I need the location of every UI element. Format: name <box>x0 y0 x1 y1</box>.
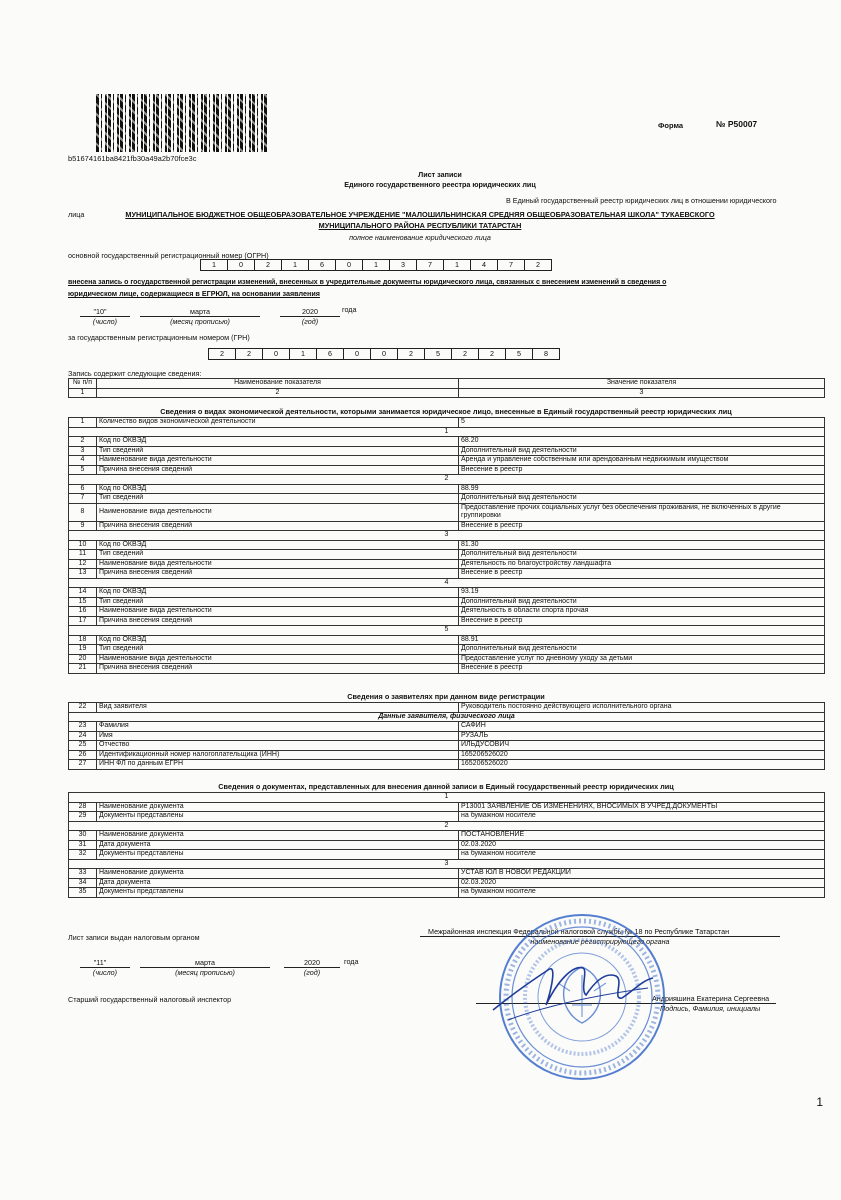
row-name: ИНН ФЛ по данным ЕГРН <box>97 760 459 770</box>
signer-name: Андрияшина Екатерина Сергеевна <box>652 994 770 1003</box>
row-name: Причина внесения сведений <box>97 569 459 579</box>
table-row <box>69 750 825 760</box>
group-number: 2 <box>69 821 825 831</box>
row-name: Наименование документа <box>97 802 459 812</box>
row-name: Наименование вида деятельности <box>97 503 459 521</box>
row-value: на бумажном носителе <box>459 812 825 822</box>
row-name: Наименование вида деятельности <box>97 456 459 466</box>
row-value: 02.03.2020 <box>459 840 825 850</box>
entry-text-2: юридическом лице, содержащиеся в ЕГРЮЛ, на основании заявления <box>68 289 320 298</box>
grn-digit: 8 <box>544 349 548 358</box>
row-name: Количество видов экономической деятельности <box>97 418 459 428</box>
table-row <box>69 664 825 674</box>
issue-cap-day: (число) <box>92 968 118 977</box>
row-value: ПОСТАНОВЛЕНИЕ <box>459 831 825 841</box>
entry-day: "10" <box>93 307 107 316</box>
row-name: Имя <box>97 731 459 741</box>
row-num: 6 <box>69 484 97 494</box>
issue-month: марта <box>195 958 215 967</box>
group-number: 3 <box>69 531 825 541</box>
tax-authority-name: Межрайонная инспекция Федеральной налоговой службы № 18 по Республике Татарстан <box>428 927 730 936</box>
table-row <box>69 616 825 626</box>
table-row <box>69 869 825 879</box>
ogrn-digit: 3 <box>390 260 417 270</box>
table-row <box>69 559 825 569</box>
row-num: 17 <box>69 616 97 626</box>
ogrn-digit: 1 <box>363 260 390 270</box>
row-name: Код по ОКВЭД <box>97 484 459 494</box>
hdr-n3: 3 <box>459 388 825 398</box>
row-name: Дата документа <box>97 840 459 850</box>
grn-digit: 0 <box>344 349 371 359</box>
row-num: 30 <box>69 831 97 841</box>
grn-digit: 0 <box>371 349 398 359</box>
form-number: № Р50007 <box>716 119 758 129</box>
group-number: 2 <box>69 475 825 485</box>
ogrn-digit: 1 <box>444 260 471 270</box>
row-num: 15 <box>69 597 97 607</box>
row-num: 4 <box>69 456 97 466</box>
row-num: 34 <box>69 878 97 888</box>
page-number: 1 <box>816 1095 823 1109</box>
row-value: Предоставление услуг по дневному уходу за детьми <box>459 654 825 664</box>
ogrn-digit: 2 <box>255 260 282 270</box>
row-num: 14 <box>69 588 97 598</box>
table-row <box>69 597 825 607</box>
row-value: Дополнительный вид деятельности <box>459 446 825 456</box>
ogrn-digit: 1 <box>201 260 228 270</box>
row-value: САФИН <box>459 722 825 732</box>
hdr-n2: 2 <box>97 388 459 398</box>
row-name: Наименование документа <box>97 831 459 841</box>
issue-cap-year: (год) <box>303 968 321 977</box>
issue-year: 2020 <box>304 958 320 967</box>
row-value: 02.03.2020 <box>459 878 825 888</box>
row-name: Код по ОКВЭД <box>97 635 459 645</box>
row-value: 88.91 <box>459 635 825 645</box>
applicant-table <box>68 702 825 770</box>
table-row <box>69 888 825 898</box>
row-value: 165206526020 <box>459 750 825 760</box>
table-row <box>69 465 825 475</box>
table-row <box>69 760 825 770</box>
table-row <box>69 878 825 888</box>
ogrn-digit: 2 <box>536 260 540 269</box>
doc-title: Лист записи <box>418 170 462 179</box>
tax-authority-caption: наименование регистрирующего органа <box>530 937 670 946</box>
signature <box>488 950 658 1030</box>
grn-digit: 6 <box>317 349 344 359</box>
hdr-col1: № п/п <box>69 379 97 389</box>
row-num: 10 <box>69 540 97 550</box>
row-num: 22 <box>69 703 97 713</box>
table-row <box>69 446 825 456</box>
row-name: Код по ОКВЭД <box>97 437 459 447</box>
row-num: 8 <box>69 503 97 521</box>
row-name: Фамилия <box>97 722 459 732</box>
row-value: Внесение в реестр <box>459 616 825 626</box>
row-value: Р13001 ЗАЯВЛЕНИЕ ОБ ИЗМЕНЕНИЯХ, ВНОСИМЫХ В УЧРЕД.ДОКУМЕНТЫ <box>459 802 825 812</box>
grn-digit: 2 <box>236 349 263 359</box>
row-num: 33 <box>69 869 97 879</box>
intro-text: В Единый государственный реестр юридических лиц в отношении юридического <box>506 196 777 205</box>
group-number: 1 <box>69 793 825 803</box>
row-num: 7 <box>69 494 97 504</box>
row-value: Внесение в реестр <box>459 465 825 475</box>
row-value: на бумажном носителе <box>459 850 825 860</box>
ogrn-digit: 0 <box>228 260 255 270</box>
row-num: 19 <box>69 645 97 655</box>
table-row <box>69 831 825 841</box>
row-name: Документы представлены <box>97 888 459 898</box>
table-row <box>69 521 825 531</box>
row-num: 13 <box>69 569 97 579</box>
row-value: 5 <box>459 418 825 428</box>
row-name: Тип сведений <box>97 446 459 456</box>
table-row <box>69 550 825 560</box>
docs-table <box>68 792 825 898</box>
row-value: Деятельность в области спорта прочая <box>459 607 825 617</box>
row-name: Документы представлены <box>97 812 459 822</box>
entry-month: марта <box>190 307 210 316</box>
group-number: 5 <box>69 626 825 636</box>
row-value: РУЗАЛЬ <box>459 731 825 741</box>
ogrn-digit: 0 <box>336 260 363 270</box>
table-row <box>69 654 825 664</box>
table-row <box>69 484 825 494</box>
entry-cap-year: (год) <box>301 317 319 326</box>
applicant-section-title: Сведения о заявителях при данном виде регистрации <box>347 692 545 701</box>
entry-cap-month: (месяц прописью) <box>170 317 230 326</box>
row-value: 88.99 <box>459 484 825 494</box>
row-name: Отчество <box>97 741 459 751</box>
row-name: Вид заявителя <box>97 703 459 713</box>
table-row <box>69 812 825 822</box>
row-value: Дополнительный вид деятельности <box>459 597 825 607</box>
row-num: 24 <box>69 731 97 741</box>
row-value: Дополнительный вид деятельности <box>459 550 825 560</box>
grn-digit: 2 <box>479 349 506 359</box>
grn-digit: 1 <box>290 349 317 359</box>
row-name: Тип сведений <box>97 550 459 560</box>
row-name: Тип сведений <box>97 494 459 504</box>
table-row <box>69 840 825 850</box>
table-row <box>69 802 825 812</box>
row-value: 93.19 <box>459 588 825 598</box>
ogrn-digit: 7 <box>417 260 444 270</box>
row-num: 16 <box>69 607 97 617</box>
table-row <box>69 588 825 598</box>
okved-section-title: Сведения о видах экономической деятельности, которыми занимается юридическое лицо, внесенные в Единый государственный реестр юридических лиц <box>160 407 732 416</box>
applicant-subheading: Данные заявителя, физического лица <box>69 712 825 722</box>
row-num: 1 <box>69 418 97 428</box>
grn-digit: 2 <box>398 349 425 359</box>
grn-digit: 0 <box>263 349 290 359</box>
inspector-title: Старший государственный налоговый инспектор <box>68 995 232 1004</box>
row-value: 81.30 <box>459 540 825 550</box>
org-name-line2: МУНИЦИПАЛЬНОГО РАЙОНА РЕСПУБЛИКИ ТАТАРСТАН <box>318 221 522 230</box>
table-row <box>69 540 825 550</box>
lica-label: лица <box>68 210 85 219</box>
row-num: 5 <box>69 465 97 475</box>
row-value: Руководитель постоянно действующего исполнительного органа <box>459 703 825 713</box>
row-num: 28 <box>69 802 97 812</box>
row-num: 12 <box>69 559 97 569</box>
row-name: Тип сведений <box>97 645 459 655</box>
group-number: 3 <box>69 859 825 869</box>
issued-by-label: Лист записи выдан налоговым органом <box>68 933 200 942</box>
row-value: Внесение в реестр <box>459 569 825 579</box>
row-num: 21 <box>69 664 97 674</box>
row-value: Внесение в реестр <box>459 521 825 531</box>
row-name: Причина внесения сведений <box>97 521 459 531</box>
row-num: 9 <box>69 521 97 531</box>
entry-text-1: внесена запись о государственной регистрации изменений, внесенных в учредительные документы юридического лица, связанных с внесением изменений в сведения о <box>68 279 667 286</box>
row-name: Причина внесения сведений <box>97 664 459 674</box>
ogrn-digit: 1 <box>282 260 309 270</box>
row-num: 23 <box>69 722 97 732</box>
barcode-image <box>96 94 268 152</box>
row-value: Внесение в реестр <box>459 664 825 674</box>
barcode-code: b51674161ba8421fb30a49a2b70fce3c <box>68 154 197 163</box>
doc-subtitle: Единого государственного реестра юридических лиц <box>344 180 536 189</box>
okved-table <box>68 417 825 674</box>
row-value: 68.20 <box>459 437 825 447</box>
ogrn-digit: 6 <box>309 260 336 270</box>
row-value: Деятельность по благоустройству ландшафта <box>459 559 825 569</box>
row-value: ИЛЬДУСОВИЧ <box>459 741 825 751</box>
grn-digit: 5 <box>425 349 452 359</box>
row-num: 26 <box>69 750 97 760</box>
row-name: Причина внесения сведений <box>97 465 459 475</box>
table-row <box>69 645 825 655</box>
issue-year-suffix: года <box>344 957 359 966</box>
row-name: Наименование вида деятельности <box>97 559 459 569</box>
table-row <box>69 741 825 751</box>
row-name: Тип сведений <box>97 597 459 607</box>
entry-year: 2020 <box>302 307 318 316</box>
row-num: 32 <box>69 850 97 860</box>
grn-digit: 2 <box>452 349 479 359</box>
row-value: на бумажном носителе <box>459 888 825 898</box>
hdr-col2: Наименование показателя <box>97 379 459 389</box>
form-label: Форма <box>658 121 684 130</box>
row-value: Аренда и управление собственным или арендованным недвижимым имуществом <box>459 456 825 466</box>
row-name: Код по ОКВЭД <box>97 540 459 550</box>
table-row <box>69 494 825 504</box>
row-num: 31 <box>69 840 97 850</box>
ogrn-digit: 7 <box>498 260 525 270</box>
header-table <box>68 378 825 398</box>
table-row <box>69 503 825 521</box>
ogrn-label: основной государственный регистрационный номер (ОГРН) <box>68 251 269 260</box>
row-num: 27 <box>69 760 97 770</box>
grn-digit: 5 <box>506 349 533 359</box>
table-row <box>69 418 825 428</box>
row-num: 18 <box>69 635 97 645</box>
row-num: 20 <box>69 654 97 664</box>
row-num: 35 <box>69 888 97 898</box>
signer-caption: Подпись, Фамилия, инициалы <box>660 1004 761 1013</box>
contains-label: Запись содержит следующие сведения: <box>68 369 202 378</box>
row-name: Документы представлены <box>97 850 459 860</box>
row-name: Код по ОКВЭД <box>97 588 459 598</box>
row-name: Дата документа <box>97 878 459 888</box>
ogrn-digit: 4 <box>471 260 498 270</box>
grn-digits <box>208 348 560 360</box>
row-name: Наименование вида деятельности <box>97 607 459 617</box>
grn-digit: 2 <box>209 349 236 359</box>
row-num: 11 <box>69 550 97 560</box>
table-row <box>69 607 825 617</box>
hdr-col3: Значение показателя <box>459 379 825 389</box>
row-value: Дополнительный вид деятельности <box>459 494 825 504</box>
row-name: Причина внесения сведений <box>97 616 459 626</box>
table-row <box>69 569 825 579</box>
group-number: 1 <box>69 427 825 437</box>
table-row <box>69 731 825 741</box>
row-value: Дополнительный вид деятельности <box>459 645 825 655</box>
row-num: 3 <box>69 446 97 456</box>
docs-section-title: Сведения о документах, представленных для внесения данной записи в Единый государственный реестр юридических лиц <box>218 782 674 791</box>
table-row <box>69 635 825 645</box>
org-name-line1: МУНИЦИПАЛЬНОЕ БЮДЖЕТНОЕ ОБЩЕОБРАЗОВАТЕЛЬНОЕ УЧРЕЖДЕНИЕ "МАЛОШИЛЬНИНСКАЯ СРЕДНЯЯ ОБЩЕОБРАЗОВАТЕЛЬНАЯ ШКОЛА" ТУКАЕВСКОГО <box>125 210 715 219</box>
row-value: Предоставление прочих социальных услуг без обеспечения проживания, не включенных в другие группировки <box>459 503 825 521</box>
entry-cap-day: (число) <box>92 317 118 326</box>
row-name: Идентификационный номер налогоплательщика (ИНН) <box>97 750 459 760</box>
table-row <box>69 722 825 732</box>
ogrn-digits <box>200 259 552 271</box>
table-row <box>69 456 825 466</box>
entry-year-suffix: года <box>342 305 357 314</box>
row-num: 2 <box>69 437 97 447</box>
group-number: 4 <box>69 578 825 588</box>
hdr-n1: 1 <box>69 388 97 398</box>
row-name: Наименование вида деятельности <box>97 654 459 664</box>
row-num: 25 <box>69 741 97 751</box>
row-value: УСТАВ ЮЛ В НОВОЙ РЕДАКЦИИ <box>459 869 825 879</box>
table-row <box>69 437 825 447</box>
row-value: 165206526020 <box>459 760 825 770</box>
issue-cap-month: (месяц прописью) <box>175 968 235 977</box>
row-num: 29 <box>69 812 97 822</box>
issue-day: "11" <box>93 958 107 967</box>
row-name: Наименование документа <box>97 869 459 879</box>
table-row <box>69 850 825 860</box>
grn-label: за государственным регистрационным номером (ГРН) <box>68 333 250 342</box>
org-name-caption: полное наименование юридического лица <box>349 233 491 242</box>
table-row <box>69 703 825 713</box>
